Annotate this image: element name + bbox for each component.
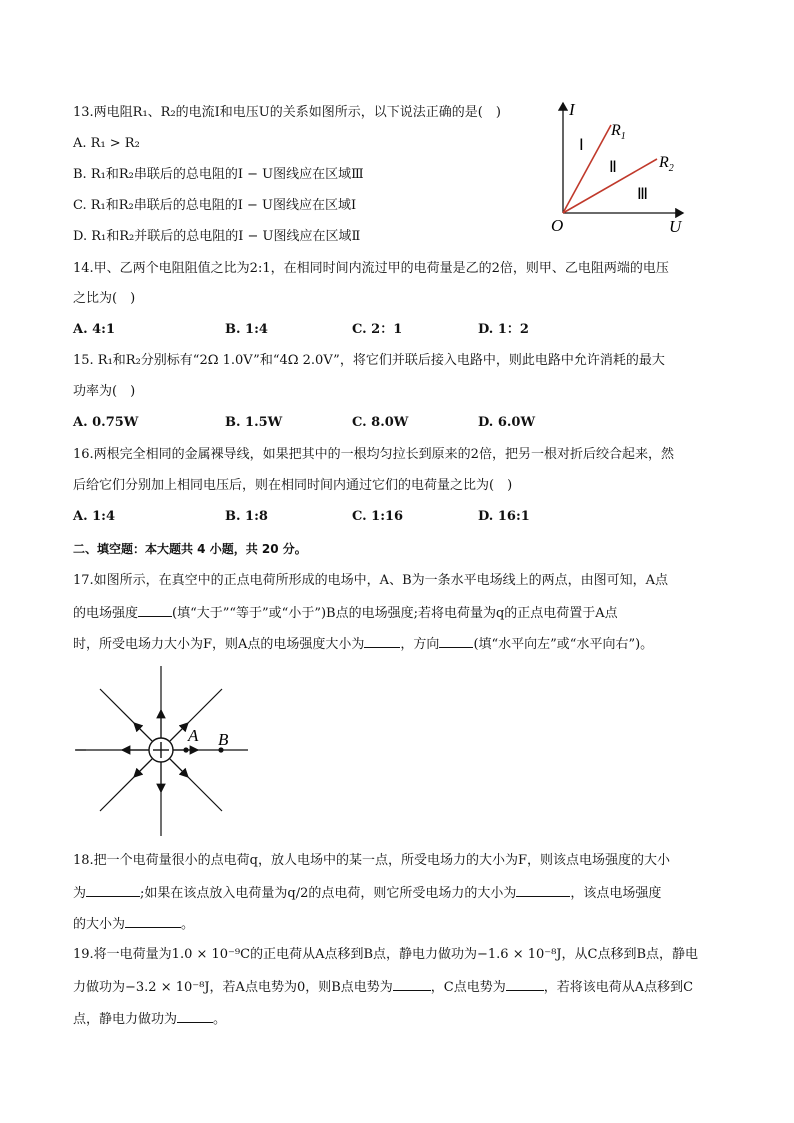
q16-option-a: A. 1:4 — [73, 509, 116, 524]
q17-blank-1[interactable] — [138, 603, 172, 617]
q17-blank-3[interactable] — [439, 634, 473, 648]
q18-blank-1[interactable] — [86, 883, 140, 897]
q13-iu-graph — [545, 95, 695, 240]
q14-option-b: B. 1:4 — [225, 322, 268, 337]
q14-option-d: D. 1：2 — [478, 322, 529, 337]
q19-stem-line2: 力做功为−3.2 × 10⁻⁸J，若A点电势为0，则B点电势为 ，C点电势为 ，若将该电荷从A点移到C — [73, 977, 693, 997]
q13-option-a: A. R₁ > R₂ — [73, 136, 140, 151]
q14-option-c: C. 2：1 — [352, 322, 403, 337]
q18-stem-line2: 为 ;如果在该点放入电荷量为q/2的点电荷，则它所受电场力的大小为 ，该点电场强度 — [73, 883, 661, 903]
q19-stem-line1: 19.将一电荷量为1.0 × 10⁻⁹C的正电荷从A点移到B点，静电力做功为−1.6 × 10⁻⁸J，从C点移到B点，静电 — [73, 947, 699, 962]
q16-option-c: C. 1:16 — [352, 509, 404, 524]
q14-stem-line2: 之比为( ) — [73, 291, 136, 306]
q17-electric-field-figure — [70, 664, 255, 839]
region-1-label: Ⅰ — [579, 137, 584, 154]
point-b-label: B — [218, 730, 229, 749]
q17-stem-line1: 17.如图所示，在真空中的正点电荷所形成的电场中，A、B为一条水平电场线上的两点，由图可知，A点 — [73, 573, 669, 588]
q15-option-d: D. 6.0W — [478, 415, 536, 430]
q15-stem-line1: 15. R₁和R₂分别标有“2Ω 1.0V”和“4Ω 2.0V”，将它们并联后接入电路中，则此电路中允许消耗的最大 — [73, 353, 665, 368]
i-axis-label: I — [569, 100, 575, 119]
section-2-heading: 二、填空题：本大题共 4 小题，共 20 分。 — [73, 542, 307, 556]
q16-option-b: B. 1:8 — [225, 509, 268, 524]
q15-option-a: A. 0.75W — [73, 415, 139, 430]
q18-stem-line3: 的大小为 。 — [73, 914, 194, 934]
q16-stem-line1: 16.两根完全相同的金属裸导线，如果把其中的一根均匀拉长到原来的2倍，把另一根对折后绞合起来，然 — [73, 447, 674, 462]
point-a-dot — [183, 747, 188, 752]
q19-blank-2[interactable] — [506, 977, 544, 991]
q19-stem-line3: 点，静电力做功为 。 — [73, 1009, 226, 1029]
q16-stem-line2: 后给它们分别加上相同电压后，则在相同时间内通过它们的电荷量之比为( ) — [73, 478, 513, 493]
q19-blank-1[interactable] — [393, 977, 431, 991]
u-axis-label: U — [669, 217, 682, 236]
origin-label: O — [551, 216, 564, 235]
q17-stem-line2: 的电场强度 (填“大于”“等于”或“小于”)B点的电场强度;若将电荷量为q的正点电荷置于A点 — [73, 603, 618, 623]
q15-stem-line2: 功率为( ) — [73, 384, 136, 399]
q17-stem-line3: 时，所受电场力大小为F，则A点的电场强度大小为 ，方向 (填“水平向左”或“水平向右”)。 — [73, 634, 653, 654]
q18-blank-3[interactable] — [125, 914, 181, 928]
region-2-label: Ⅱ — [609, 159, 617, 176]
q18-stem-line1: 18.把一个电荷量很小的点电荷q，放人电场中的某一点，所受电场力的大小为F，则该点电场强度的大小 — [73, 853, 671, 868]
q15-option-b: B. 1.5W — [225, 415, 283, 430]
q19-blank-3[interactable] — [177, 1009, 213, 1023]
r1-label: $R_1$ — [611, 122, 626, 142]
point-a-label: A — [188, 726, 199, 745]
q17-blank-2[interactable] — [364, 634, 400, 648]
r2-label: $R_2$ — [659, 154, 674, 174]
q13-stem: 13.两电阻R₁、R₂的电流I和电压U的关系如图所示，以下说法正确的是( ) — [73, 105, 501, 120]
q13-option-d: D. R₁和R₂并联后的总电阻的I − U图线应在区域Ⅱ — [73, 229, 361, 244]
q14-option-a: A. 4:1 — [73, 322, 116, 337]
q13-option-c: C. R₁和R₂串联后的总电阻的I − U图线应在区域I — [73, 198, 357, 213]
q13-option-b: B. R₁和R₂串联后的总电阻的I − U图线应在区域Ⅲ — [73, 167, 364, 182]
q18-blank-2[interactable] — [516, 883, 570, 897]
region-3-label: Ⅲ — [637, 186, 649, 203]
q15-option-c: C. 8.0W — [352, 415, 409, 430]
q14-stem-line1: 14.甲、乙两个电阻阻值之比为2:1，在相同时间内流过甲的电荷量是乙的2倍，则甲、乙电阻两端的电压 — [73, 261, 669, 276]
q16-option-d: D. 16:1 — [478, 509, 530, 524]
